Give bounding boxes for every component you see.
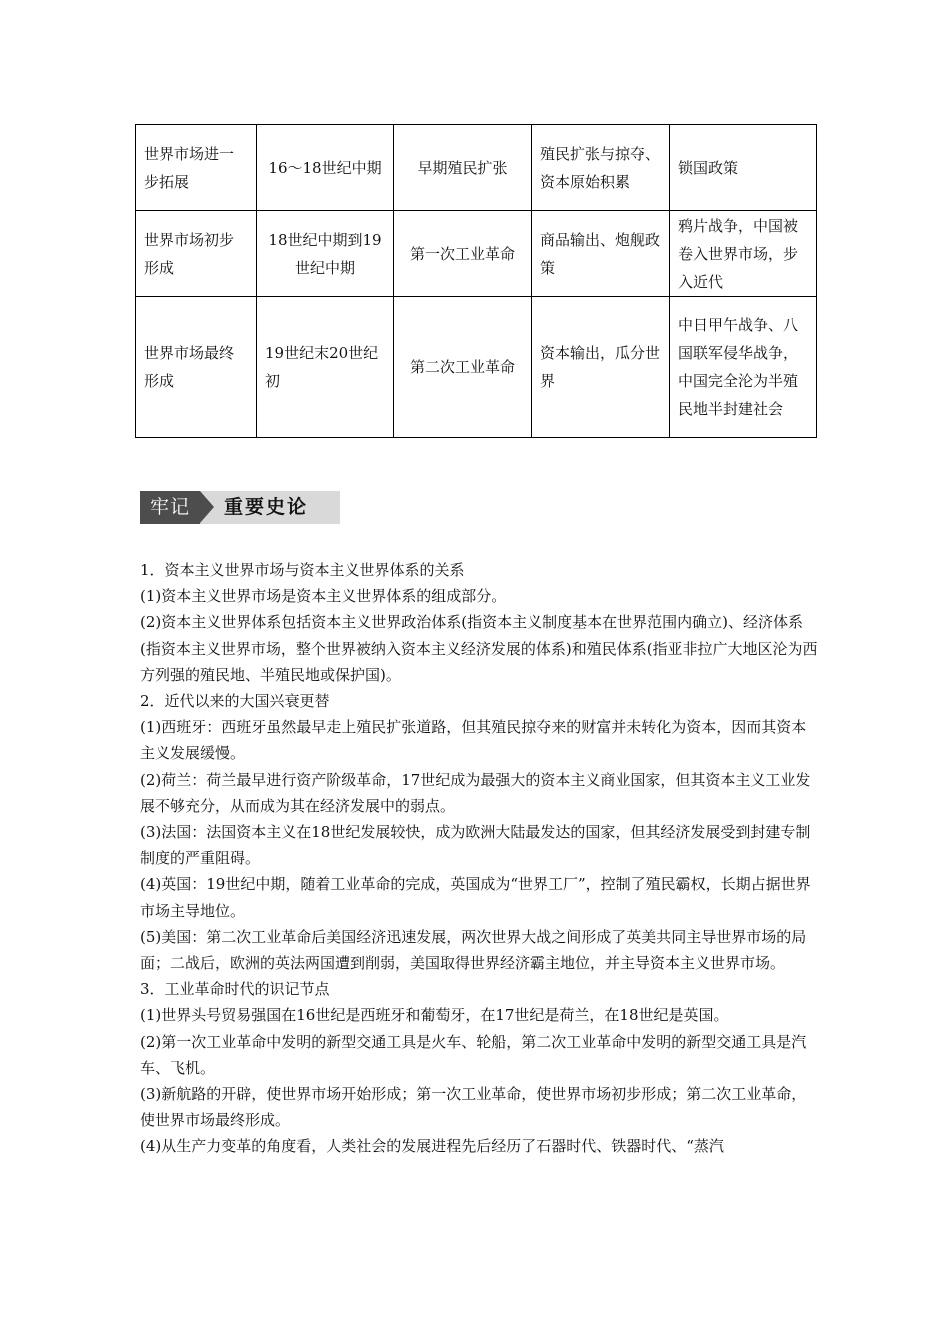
table-cell: 19世纪末20世纪初 <box>257 297 394 438</box>
paragraph: (1)资本主义世界市场是资本主义世界体系的组成部分。 <box>140 587 507 606</box>
paragraph: (4)从生产力变革的角度看，人类社会的发展进程先后经历了石器时代、铁器时代、“蒸汽 <box>140 1137 724 1156</box>
paragraph: (5)美国：第二次工业革命后美国经济迅速发展，两次世界大战之间形成了英美共同主导世界市场的局面；二战后，欧洲的英法两国遭到削弱，美国取得世界经济霸主地位，并主导资本主义世界市场。 <box>140 927 807 973</box>
table-row <box>136 125 817 211</box>
body-text <box>140 557 820 1160</box>
table-cell: 第一次工业革命 <box>394 211 532 297</box>
paragraph: (2)荷兰：荷兰最早进行资产阶级革命，17世纪成为最强大的资本主义商业国家，但其资本主义工业发展不够充分，从而成为其在经济发展中的弱点。 <box>140 770 811 815</box>
paragraph: (1)西班牙：西班牙虽然最早走上殖民扩张道路，但其殖民掠夺来的财富并未转化为资本，因而其资本主义发展缓慢。 <box>140 718 807 763</box>
table-cell: 中日甲午战争、八国联军侵华战争，中国完全沦为半殖民地半封建社会 <box>670 297 817 438</box>
table-row <box>136 211 817 297</box>
paragraph: (3)新航路的开辟，使世界市场开始形成；第一次工业革命，使世界市场初步形成；第二次工业革命，使世界市场最终形成。 <box>140 1085 807 1130</box>
table-cell: 世界市场最终形成 <box>136 297 257 438</box>
arrow-icon <box>200 491 214 523</box>
table-cell: 世界市场进一步拓展 <box>136 125 257 211</box>
section-banner <box>140 491 340 524</box>
paragraph: (1)世界头号贸易强国在16世纪是西班牙和葡萄牙，在17世纪是荷兰，在18世纪是英国。 <box>140 1006 729 1025</box>
table-cell: 资本输出，瓜分世界 <box>532 297 670 438</box>
paragraph: (2)第一次工业革命中发明的新型交通工具是火车、轮船，第二次工业革命中发明的新型交通工具是汽车、飞机。 <box>140 1032 807 1077</box>
paragraph: (2)资本主义世界体系包括资本主义世界政治体系(指资本主义制度基本在世界范围内确立)、经济体系(指资本主义世界市场，整个世界被纳入资本主义经济发展的体系)和殖民体系(指亚非拉广大地区沦为西方列强的殖民地、半殖民地或保护国)。 <box>140 613 818 684</box>
history-table <box>135 124 817 438</box>
section-title: 重要史论 <box>224 496 309 518</box>
section-tag: 牢记 <box>140 491 200 524</box>
table-cell: 18世纪中期到19世纪中期 <box>257 211 394 297</box>
table-cell: 早期殖民扩张 <box>394 125 532 211</box>
paragraph: (3)法国：法国资本主义在18世纪发展较快，成为欧洲大陆最发达的国家，但其经济发展受到封建专制制度的严重阻碍。 <box>140 823 811 868</box>
paragraph: (4)英国：19世纪中期，随着工业革命的完成，英国成为“世界工厂”，控制了殖民霸权，长期占据世界市场主导地位。 <box>140 875 811 920</box>
heading-2: 2．近代以来的大国兴衰更替 <box>140 692 330 711</box>
table-cell: 世界市场初步形成 <box>136 211 257 297</box>
table-cell: 16～18世纪中期 <box>257 125 394 211</box>
heading-3: 3．工业革命时代的识记节点 <box>140 980 330 999</box>
table-cell: 第二次工业革命 <box>394 297 532 438</box>
heading-1: 1．资本主义世界市场与资本主义世界体系的关系 <box>140 561 465 579</box>
table-cell: 殖民扩张与掠夺、资本原始积累 <box>532 125 670 211</box>
table-cell: 锁国政策 <box>670 125 817 211</box>
table-cell: 商品输出、炮舰政策 <box>532 211 670 297</box>
table-row <box>136 297 817 438</box>
table-cell: 鸦片战争，中国被卷入世界市场，步入近代 <box>670 211 817 297</box>
